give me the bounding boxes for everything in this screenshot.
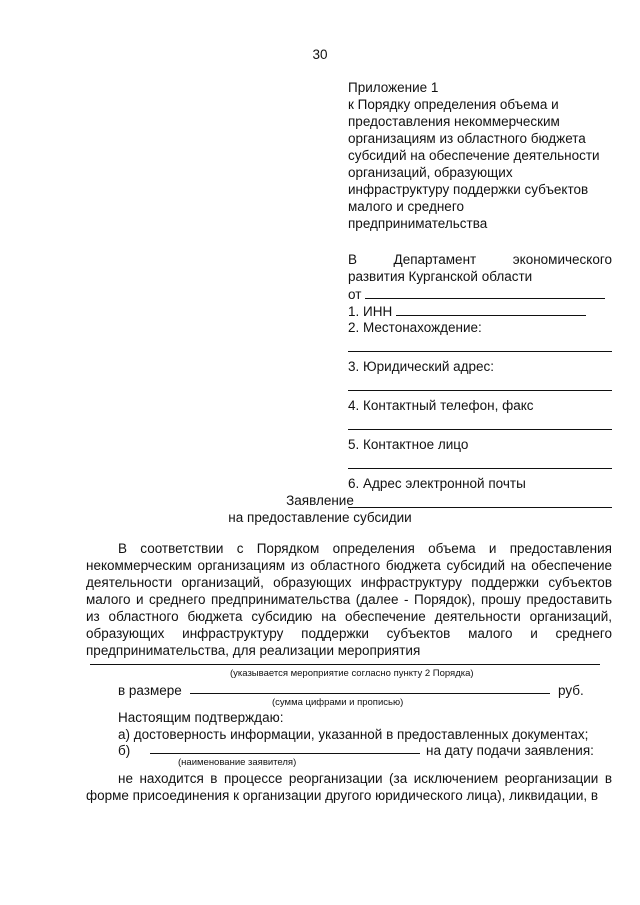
event-caption: (указывается мероприятие согласно пункту 2 Порядка) [230,668,474,679]
appendix-header [348,79,618,232]
document-title: Заявление [286,493,354,508]
item-b-suffix: на дату подачи заявления: [426,743,594,758]
from-row [348,285,612,302]
inn-label: 1. ИНН [348,304,393,319]
contact-person-label: 5. Контактное лицо [348,437,469,452]
legal-address-field[interactable] [348,375,612,391]
phone-fax-label: 4. Контактный телефон, факс [348,398,534,413]
amount-caption: (сумма цифрами и прописью) [272,697,404,708]
status-paragraph-block [86,770,612,804]
event-field[interactable] [90,664,600,665]
inn-row [348,302,612,319]
confirm-label: Настоящим подтверждаю: [118,710,284,725]
recipient-department: В Департамент экономического [348,252,612,267]
document-subtitle: на предоставление субсидии [228,510,412,525]
location-field[interactable] [348,336,612,352]
currency-label: руб. [558,683,584,698]
email-label: 6. Адрес электронной почты [348,476,526,491]
appendix-line: инфраструктуру поддержки субъектов [348,182,589,197]
appendix-line: субсидий на обеспечение деятельности [348,148,600,163]
intro-paragraph-block [86,540,612,659]
page-number: 30 [312,47,328,62]
phone-fax-field[interactable] [348,414,612,430]
inn-field[interactable] [396,302,586,316]
appendix-line: малого и среднего [348,199,464,214]
contact-person-field[interactable] [348,453,612,469]
from-field[interactable] [365,285,605,299]
legal-address-label: 3. Юридический адрес: [348,359,495,374]
from-label: от [348,287,362,302]
item-b-prefix: б) [118,743,131,758]
appendix-line: предпринимательства [348,216,488,231]
applicant-caption: (наименование заявителя) [178,757,297,768]
location-label: 2. Местонахождение: [348,320,482,335]
intro-paragraph: В соответствии с Порядком определения объема и предоставления некоммерческим организациям из областного бюджета субсидий на обеспечение деятельности организаций, образующих инфраструктуру поддержки субъектов малого и среднего предпринимательства (далее - Порядок), прошу предоставить из областного бюджета субсидию на обеспечение деятельности организаций, образующих инфраструктуру поддержки субъектов малого и среднего предпринимательства, для реализации мероприятия [86,541,612,658]
applicant-field[interactable] [150,740,420,754]
appendix-line: Приложение 1 [348,80,439,95]
appendix-line: предоставления некоммерческим [348,114,560,129]
appendix-line: организаций, образующих [348,165,513,180]
status-paragraph: не находится в процессе реорганизации (за исключением реорганизации в форме присоединения к организации другого юридического лица), ликвидации, в [86,771,612,803]
amount-label: в размере [118,683,182,698]
recipient-department-cont: развития Курганской области [348,269,533,284]
amount-field[interactable] [190,680,550,694]
appendix-line: организациям из областного бюджета [348,131,586,146]
recipient-block [348,251,612,508]
appendix-line: к Порядку определения объема и [348,97,559,112]
item-a: а) достоверность информации, указанной в предоставленных документах; [118,727,589,742]
